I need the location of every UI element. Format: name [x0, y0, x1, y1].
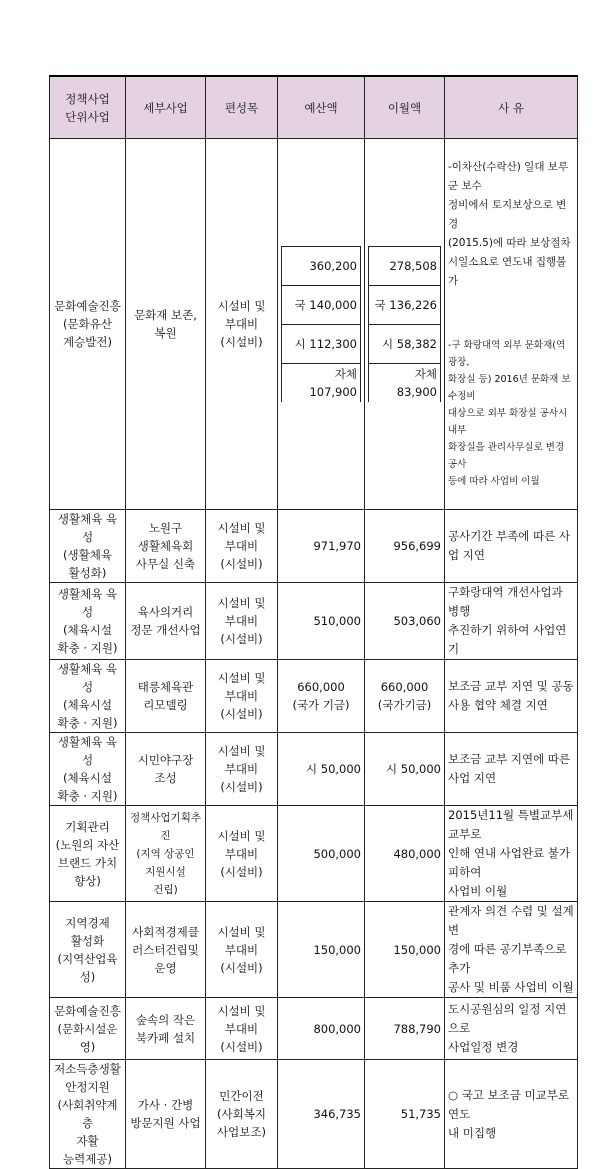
account-cell: 시설비 및 부대비 (시설비)	[206, 998, 278, 1060]
reason-cell: 도시공원심의 일정 지연으로 사업일정 변경	[445, 998, 578, 1060]
detail-cell: 육사의거리 정문 개선사업	[126, 583, 206, 660]
reason-cell: 보조금 교부 지연 및 공동 사용 협약 체결 지연	[445, 660, 578, 733]
table-row	[50, 139, 578, 510]
account-cell: 시설비 및 부대비 (시설비)	[206, 733, 278, 806]
header-budget: 예산액	[278, 76, 365, 139]
detail-cell: 시민야구장 조성	[126, 733, 206, 806]
policy-cell: 생활체육 육성 (체육시설 확충 · 지원)	[50, 733, 126, 806]
account-cell: 시설비 및 부대비 (시설비)	[206, 510, 278, 583]
budget-cell: 510,000	[278, 583, 365, 660]
carryover-national: 국 136,226	[369, 286, 441, 325]
budget-own: 자체 107,900	[282, 364, 361, 403]
budget-cell: 800,000	[278, 998, 365, 1060]
reason-cell: 공사기간 부족에 따른 사업 지연	[445, 510, 578, 583]
reason-part-a: -이차산(수락산) 일대 보루군 보수 정비에서 토지보상으로 변경 (2015.5)에 따라 보상절차 시일소요로 연도내 집행불가	[448, 161, 571, 287]
detail-cell: 태릉체육관 리모델링	[126, 660, 206, 733]
policy-cell: 저소득층생활 안정지원 (사회취약계층 자활 능력제공)	[50, 1060, 126, 1169]
budget-cell: 660,000 (국가 기금)	[278, 660, 365, 733]
budget-breakdown	[281, 246, 361, 402]
policy-cell: 문화예술진흥 (문화유산 계승발전)	[50, 139, 126, 510]
detail-cell: 숲속의 작은 북카페 설치	[126, 998, 206, 1060]
account-cell: 시설비 및 부대비 (시설비)	[206, 806, 278, 902]
budget-cell: 150,000	[278, 902, 365, 998]
table-row	[50, 998, 578, 1060]
carryover-budget-table	[49, 75, 578, 1169]
table-row	[50, 583, 578, 660]
account-cell: 시설비 및 부대비 (시설비)	[206, 660, 278, 733]
reason-cell: 관계자 의견 수렴 및 설계 변 경에 따른 공기부족으로 추가 공사 및 비품 사업비 이월	[445, 902, 578, 998]
table-row	[50, 902, 578, 998]
account-cell: 민간이전 (사회복지 사업보조)	[206, 1060, 278, 1169]
table-row	[50, 510, 578, 583]
carryover-cell: 150,000	[365, 902, 445, 998]
policy-cell: 생활체육 육성 (체육시설 확충 · 지원)	[50, 660, 126, 733]
policy-cell: 문화예술진흥 (문화시설운영)	[50, 998, 126, 1060]
carryover-cell: 시 50,000	[365, 733, 445, 806]
policy-cell: 기획관리 (노원의 자산 브랜드 가치 향상)	[50, 806, 126, 902]
table-row	[50, 1060, 578, 1169]
budget-national: 국 140,000	[282, 286, 361, 325]
table-header-row	[50, 76, 578, 139]
table-row	[50, 660, 578, 733]
policy-cell: 생활체육 육성 (체육시설 확충 · 지원)	[50, 583, 126, 660]
detail-cell: 문화재 보존, 복원	[126, 139, 206, 510]
reason-cell: 보조금 교부 지연에 따른 사업 지연	[445, 733, 578, 806]
budget-cell: 971,970	[278, 510, 365, 583]
policy-cell: 생활체육 육성 (생활체육 활성화)	[50, 510, 126, 583]
detail-cell: 노원구 생활체육회 사무실 신축	[126, 510, 206, 583]
carryover-cell	[365, 139, 445, 510]
carryover-cell: 956,699	[365, 510, 445, 583]
carryover-cell: 788,790	[365, 998, 445, 1060]
budget-cell	[278, 139, 365, 510]
detail-cell: 가사 · 간병 방문지원 사업	[126, 1060, 206, 1169]
budget-cell: 500,000	[278, 806, 365, 902]
reason-cell: 2015년11월 특별교부세 교부로 인해 연내 사업완료 불가피하여 사업비 이월	[445, 806, 578, 902]
reason-cell: ○ 국고 보조금 미교부로 연도 내 미집행	[445, 1060, 578, 1169]
detail-cell: 사회적경제클 러스터건립및 운영	[126, 902, 206, 998]
carryover-cell: 480,000	[365, 806, 445, 902]
account-cell: 시설비 및 부대비 (시설비)	[206, 902, 278, 998]
policy-cell: 지역경제 활성화 (지역산업육성)	[50, 902, 126, 998]
carryover-total: 278,508	[369, 247, 441, 286]
reason-part-b: -구 화랑대역 외부 문화재(역 광장, 화장실 등) 2016년 문화재 보수정비 대상으로 외부 화장실 공사시 내부 화장실을 관리사무실로 변경 공사 등에 따라 사업비 이월	[448, 340, 571, 487]
reason-cell: 구화랑대역 개선사업과 병행 추진하기 위하여 사업연기	[445, 583, 578, 660]
header-policy: 정책사업 단위사업	[50, 76, 126, 139]
budget-total: 360,200	[282, 247, 361, 286]
header-carryover: 이월액	[365, 76, 445, 139]
carryover-breakdown	[368, 246, 441, 402]
detail-cell: 정책사업기획추진 (지역 상공인 지원시설 건립)	[126, 806, 206, 902]
reason-cell	[445, 139, 578, 510]
header-detail: 세부사업	[126, 76, 206, 139]
header-reason: 사 유	[445, 76, 578, 139]
header-account: 편성목	[206, 76, 278, 139]
carryover-cell: 503,060	[365, 583, 445, 660]
carryover-own: 자체 83,900	[369, 364, 441, 403]
budget-cell: 시 50,000	[278, 733, 365, 806]
account-cell: 시설비 및 부대비 (시설비)	[206, 139, 278, 510]
budget-cell: 346,735	[278, 1060, 365, 1169]
table-row	[50, 806, 578, 902]
budget-city: 시 112,300	[282, 325, 361, 364]
carryover-cell: 660,000 (국가기금)	[365, 660, 445, 733]
account-cell: 시설비 및 부대비 (시설비)	[206, 583, 278, 660]
table-row	[50, 733, 578, 806]
carryover-cell: 51,735	[365, 1060, 445, 1169]
carryover-city: 시 58,382	[369, 325, 441, 364]
